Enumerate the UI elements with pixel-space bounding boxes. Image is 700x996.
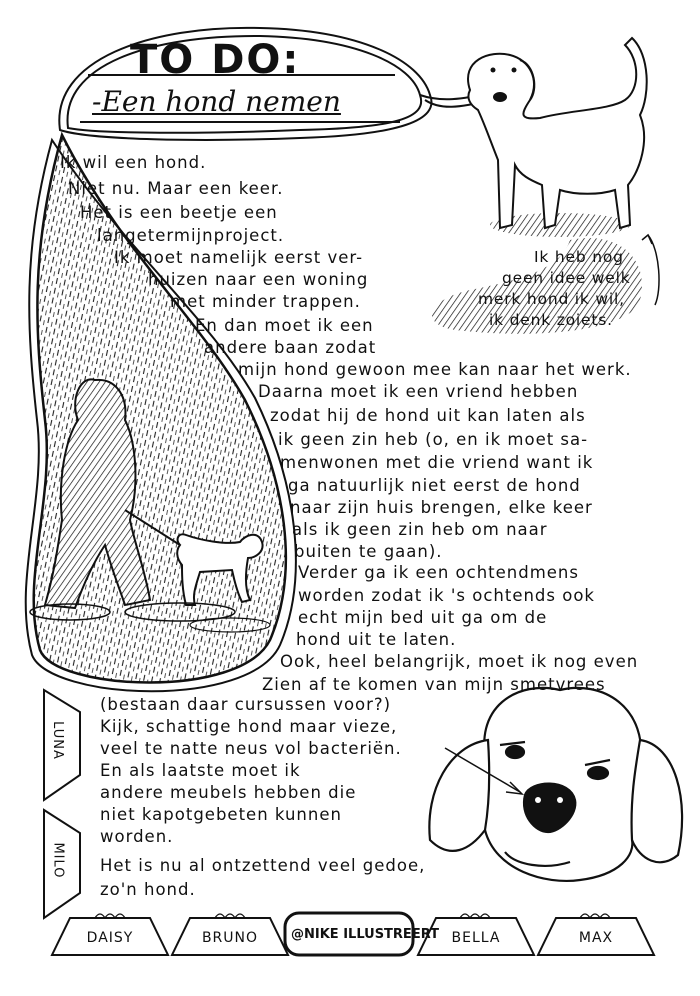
body-line: huizen naar een woning bbox=[148, 270, 369, 289]
body-line: zo'n hond. bbox=[100, 880, 196, 899]
bowl-label-daisy: DAISY bbox=[86, 930, 134, 946]
body-line: Niet nu. Maar een keer. bbox=[68, 179, 284, 198]
body-line: Verder ga ik een ochtendmens bbox=[298, 563, 579, 582]
body-line: Ik moet namelijk eerst ver- bbox=[114, 248, 364, 267]
body-line: mijn hond gewoon mee kan naar het werk. bbox=[238, 360, 632, 379]
speech-bubble bbox=[642, 235, 659, 305]
body-line: Het is een beetje een bbox=[80, 203, 278, 222]
body-line: En dan moet ik een bbox=[195, 316, 374, 335]
body-line: ik geen zin heb (o, en ik moet sa- bbox=[278, 430, 589, 449]
body-line: hond uit te laten. bbox=[296, 630, 457, 649]
bubble-line: merk hond ik wil, bbox=[478, 290, 625, 308]
body-line: Daarna moet ik een vriend hebben bbox=[258, 382, 579, 401]
body-line: menwonen met die vriend want ik bbox=[280, 453, 594, 472]
body-line: andere baan zodat bbox=[204, 338, 377, 357]
page-subtitle: -Een hond nemen bbox=[92, 85, 341, 118]
body-line: buiten te gaan). bbox=[294, 542, 443, 561]
bubble-line: geen idee welk bbox=[502, 269, 631, 287]
body-line: Het is nu al ontzettend veel gedoe, bbox=[100, 856, 426, 875]
body-line: langetermijnproject. bbox=[97, 226, 285, 245]
dog-face-icon bbox=[429, 688, 682, 881]
body-line: met minder trappen. bbox=[170, 292, 361, 311]
bowl-label-milo: MILO bbox=[50, 842, 66, 879]
body-line: worden zodat ik 's ochtends ook bbox=[298, 586, 595, 605]
body-line: veel te natte neus vol bacteriën. bbox=[100, 739, 402, 758]
body-line: Ik wil een hond. bbox=[60, 153, 207, 172]
bowl-label-luna: LUNA bbox=[49, 721, 65, 760]
body-line: echt mijn bed uit ga om de bbox=[298, 608, 548, 627]
artist-credit: @NIKE ILLUSTREERT bbox=[291, 927, 439, 942]
body-line: (bestaan daar cursussen voor?) bbox=[100, 695, 392, 714]
bowl-label-bella: BELLA bbox=[451, 930, 501, 946]
body-line: naar zijn huis brengen, elke keer bbox=[290, 498, 593, 517]
body-line: ga natuurlijk niet eerst de hond bbox=[288, 476, 581, 495]
body-line: En als laatste moet ik bbox=[100, 761, 301, 780]
body-line: Ook, heel belangrijk, moet ik nog even bbox=[280, 652, 639, 671]
page-title: TO DO: bbox=[130, 37, 301, 83]
body-line: als ik geen zin heb om naar bbox=[292, 520, 548, 539]
body-line: worden. bbox=[100, 827, 174, 846]
body-line: andere meubels hebben die bbox=[100, 783, 357, 802]
bubble-line: Ik heb nog bbox=[534, 248, 624, 266]
body-line: niet kapotgebeten kunnen bbox=[100, 805, 342, 824]
bubble-line: ik denk zoiets. bbox=[489, 311, 613, 329]
body-line: Kijk, schattige hond maar vieze, bbox=[100, 717, 398, 736]
bowl-label-bruno: BRUNO bbox=[201, 930, 259, 946]
bowl-label-max: MAX bbox=[578, 930, 614, 946]
body-line: zodat hij de hond uit kan laten als bbox=[270, 406, 586, 425]
body-line: Zien af te komen van mijn smetvrees bbox=[262, 675, 606, 694]
